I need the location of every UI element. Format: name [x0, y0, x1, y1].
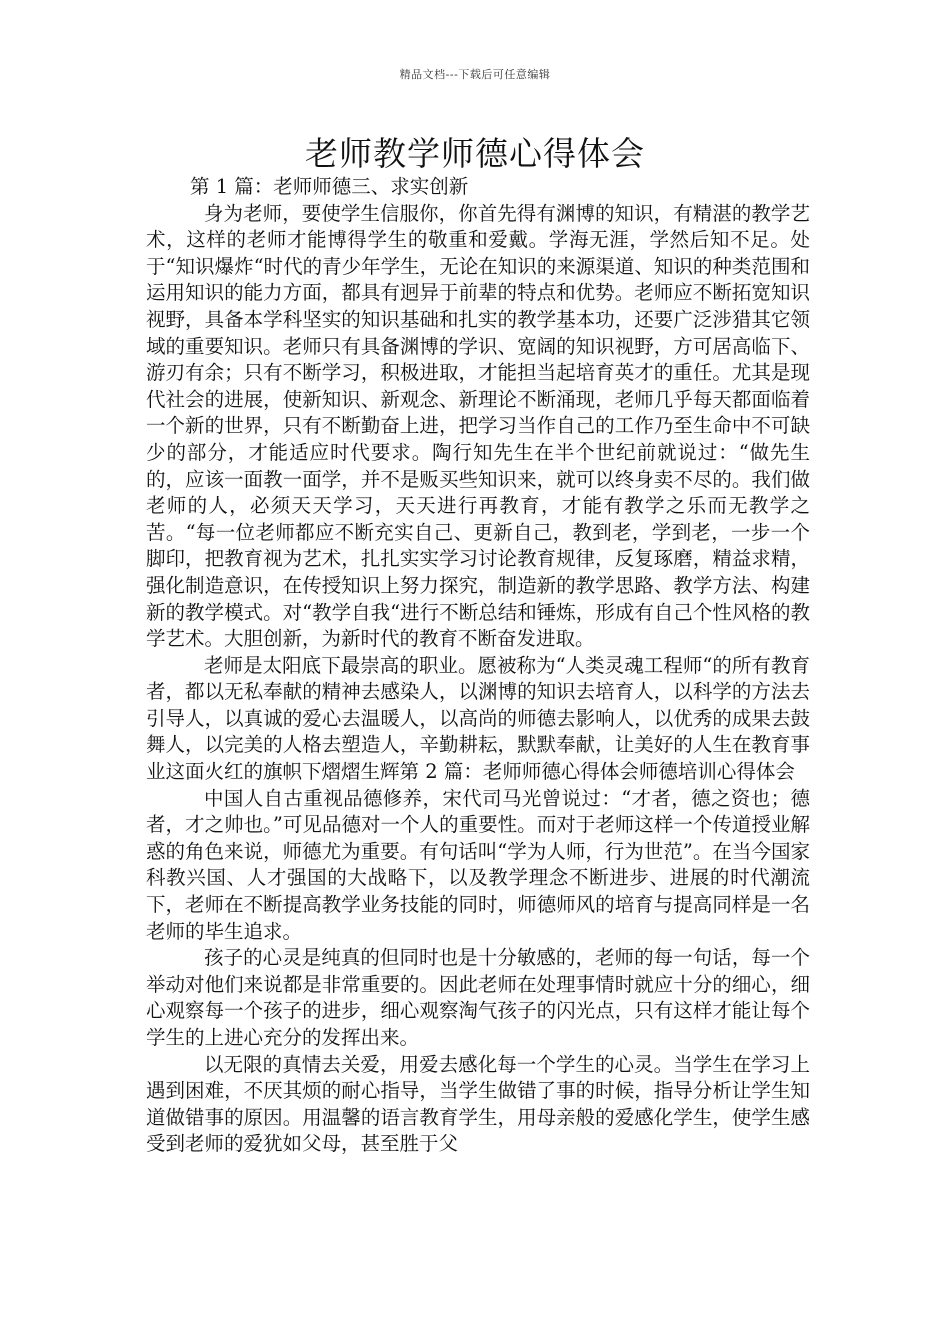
paragraph-2-text: 老师是太阳底下最崇高的职业。愿被称为“人类灵魂工程师“的所有教育者，都以无私奉献的精神去感染人，以渊博的知识去培育人，以科学的方法去引导人，以真诚的爱心去温暖人，以高尚的师德去影响人，以优秀的成果去鼓舞人，以完美的人格去塑造人，辛勤耕耘，默默奉献，让美好的人生在教育事业这面火红的旗帜下熠熠生辉	[146, 653, 810, 784]
paragraph-1: 身为老师，要使学生信服你，你首先得有渊博的知识，有精湛的教学艺术，这样的老师才能博得学生的敬重和爱戴。学海无涯，学然后知不足。处于“知识爆炸“时代的青少年学生，无论在知识的来源渠道、知识的种类范围和运用知识的能力方面，都具有迥异于前辈的特点和优势。老师应不断拓宽知识视野，具备本学科坚实的知识基础和扎实的教学基本功，还要广泛涉猎其它领域的重要知识。老师只有具备渊博的学识、宽阔的知识视野，方可居高临下、游刃有余；只有不断学习，积极进取，才能担当起培育英才的重任。尤其是现代社会的进展，使新知识、新观念、新理论不断涌现，老师几乎每天都面临着一个新的世界，只有不断勤奋上进，把学习当作自己的工作乃至生命中不可缺少的部分，才能适应时代要求。陶行知先生在半个世纪前就说过：“做先生的，应该一面教一面学，并不是贩买些知识来，就可以终身卖不尽的。我们做老师的人，必须天天学习，天天进行再教育，才能有教学之乐而无教学之苦。“每一位老师都应不断充实自己、更新自己，教到老，学到老，一步一个脚印，把教育视为艺术，扎扎实实学习讨论教育规律，反复琢磨，精益求精，强化制造意识，在传授知识上努力探究，制造新的教学思路、教学方法、构建新的教学模式。对“教学自我“进行不断总结和锤炼，形成有自己个性风格的教学艺术。大胆创新，为新时代的教育不断奋发进取。	[146, 201, 810, 651]
section-2-heading: 第 2 篇：老师师德心得体会师德培训心得体会	[399, 760, 795, 784]
paragraph-4: 孩子的心灵是纯真的但同时也是十分敏感的，老师的每一句话，每一个举动对他们来说都是非常重要的。因此老师在处理事情时就应十分的细心，细心观察每一个孩子的进步，细心观察淘气孩子的闪光点，只有这样才能让每个学生的上进心充分的发挥出来。	[146, 946, 810, 1049]
document-body	[146, 174, 810, 1158]
document-title: 老师教学师德心得体会	[305, 134, 645, 173]
paragraph-3: 中国人自古重视品德修养，宋代司马光曾说过：“才者，德之资也；德者，才之帅也。”可见品德对一个人的重要性。而对于老师这样一个传道授业解惑的角色来说，师德尤为重要。有句话叫“学为人师，行为世范”。在当今国家科教兴国、人才强国的大战略下，以及教学理念不断进步、进展的时代潮流下，老师在不断提高教学业务技能的同时，师德师风的培育与提高同样是一名老师的毕生追求。	[146, 786, 810, 943]
page-header-watermark: 精品文档---下载后可任意编辑	[399, 68, 551, 81]
section-1-heading: 第 1 篇：老师师德三、求实创新	[190, 175, 469, 198]
paragraph-2	[146, 653, 810, 786]
paragraph-5: 以无限的真情去关爱，用爱去感化每一个学生的心灵。当学生在学习上遇到困难，不厌其烦的耐心指导，当学生做错了事的时候，指导分析让学生知道做错事的原因。用温馨的语言教育学生，用母亲般的爱感化学生，使学生感受到老师的爱犹如父母，甚至胜于父	[146, 1052, 810, 1156]
